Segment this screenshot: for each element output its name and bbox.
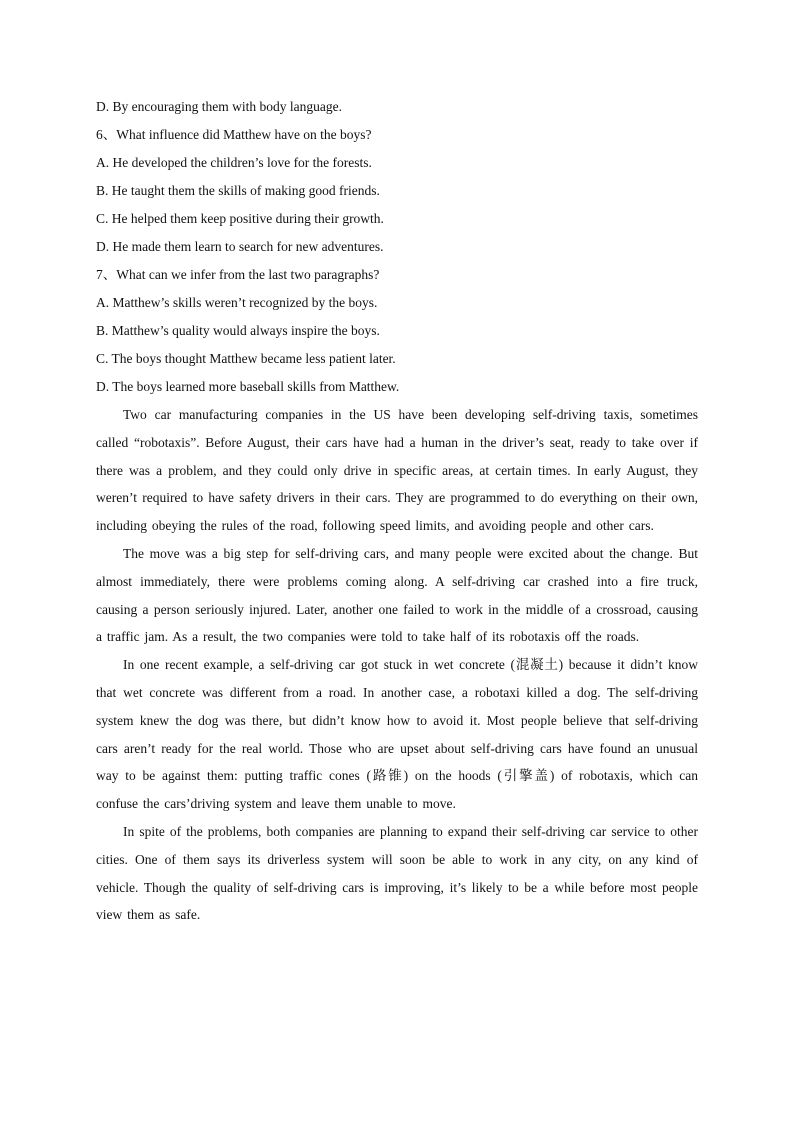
q7-question: 7、What can we infer from the last two paragraphs? [96,267,380,282]
passage-paragraph-3: In one recent example, a self-driving car got stuck in wet concrete (混凝土) because it didn’t know that wet concrete was different from a road. In another case, a robotaxi killed a dog. The self-driving system knew the dog was there, but didn’t know how to avoid it. Most people believe that self-driving cars aren’t ready for the real world. Those who are upset about self-driving cars have found an unusual way to be against them: putting traffic cones (路锥) on the hoods (引擎盖) of robotaxis, which can confuse the cars’driving system and leave them unable to move. [96,657,698,812]
q6-option-d: D. He made them learn to search for new adventures. [96,239,384,254]
passage-paragraph-2: The move was a big step for self-driving cars, and many people were excited about the change. But almost immediately, there were problems coming along. A self-driving car crashed into a fire truck, causing a person seriously injured. Later, another one failed to work in the middle of a crossroad, causing a traffic jam. As a result, the two companies were told to take half of its robotaxis off the roads. [96,545,698,645]
q6-question: 6、What influence did Matthew have on the boys? [96,127,372,142]
q6-option-c: C. He helped them keep positive during their growth. [96,211,384,226]
reading-passage [96,401,698,929]
q5-option-d: D. By encouraging them with body language. [96,99,342,114]
q6-option-b: B. He taught them the skills of making good friends. [96,183,380,198]
q7-option-b: B. Matthew’s quality would always inspire the boys. [96,323,380,338]
passage-paragraph-4: In spite of the problems, both companies are planning to expand their self-driving car service to other cities. One of them says its driverless system will soon be able to work in any city, on any kind of vehicle. Though the quality of self-driving cars is improving, it’s likely to be a while before most people view them as safe. [96,823,698,923]
q6-option-a: A. He developed the children’s love for the forests. [96,155,372,170]
exam-page [96,93,698,929]
passage-paragraph-1: Two car manufacturing companies in the US have been developing self-driving taxis, sometimes called “robotaxis”. Before August, their cars have had a human in the driver’s seat, ready to take over if there was a problem, and they could only drive in specific areas, at certain times. In early August, they weren’t required to have safety drivers in their cars. They are programmed to do everything on their own, including obeying the rules of the road, following speed limits, and avoiding people and other cars. [96,407,698,534]
q7-option-a: A. Matthew’s skills weren’t recognized by the boys. [96,295,378,310]
q7-option-d: D. The boys learned more baseball skills from Matthew. [96,379,400,394]
q7-option-c: C. The boys thought Matthew became less patient later. [96,351,396,366]
